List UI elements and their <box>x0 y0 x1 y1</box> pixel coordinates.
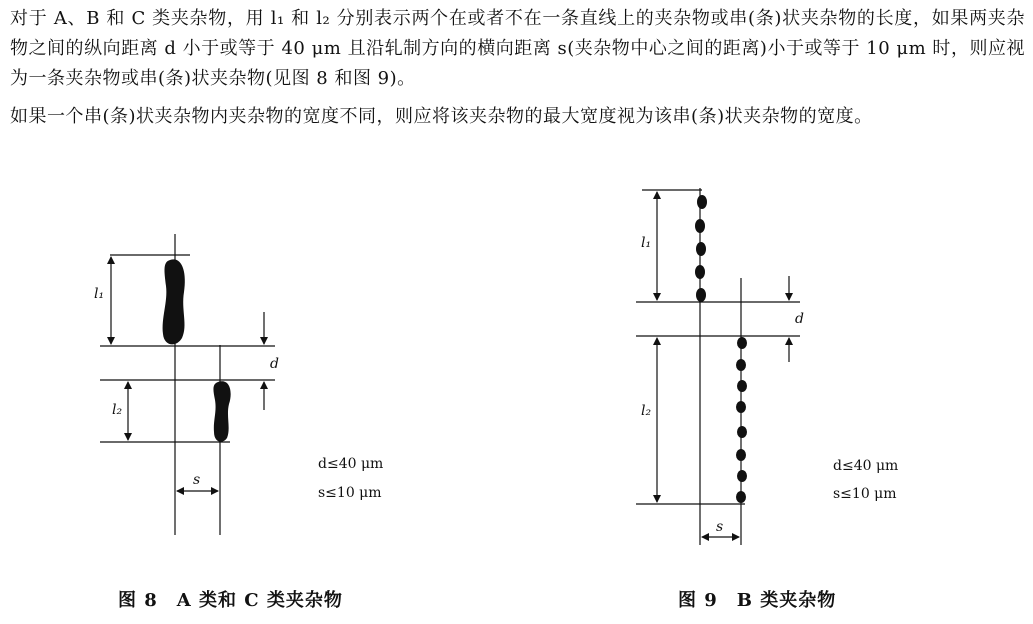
figure-9-diagram <box>636 188 800 545</box>
fig8-inclusion-lower <box>213 381 230 442</box>
fig9-inclusion-string-upper <box>695 195 707 302</box>
figure-8-diagram <box>100 234 275 535</box>
figure-9-caption: 图 9 B 类夹杂物 <box>678 590 837 611</box>
figure-8-caption: 图 8 A 类和 C 类夹杂物 <box>118 590 343 611</box>
fig8-condition-d: d≤40 μm <box>318 456 384 472</box>
fig9-label-s: s <box>716 519 724 535</box>
fig8-label-s: s <box>193 472 201 488</box>
fig9-label-l1: l₁ <box>641 235 652 251</box>
fig9-condition-s: s≤10 μm <box>833 486 897 502</box>
fig8-inclusion-upper <box>163 259 185 344</box>
fig8-label-l1: l₁ <box>94 286 105 302</box>
fig9-label-l2: l₂ <box>641 403 652 419</box>
fig8-label-l2: l₂ <box>112 402 123 418</box>
paragraph-inclusion-definition: 对于 A、B 和 C 类夹杂物，用 l₁ 和 l₂ 分别表示两个在或者不在一条直线上的夹杂物或串(条)状夹杂物的长度，如果两夹杂物之间的纵向距离 d 小于或等于 40 μm 且沿轧制方向的横向距离 s(夹杂物中心之间的距离)小于或等于 10 μm 时，则应视为一条夹杂物或串(条)状夹杂物(见图 8 和图 9)。 <box>10 8 1025 89</box>
fig8-label-d: d <box>270 356 279 372</box>
fig9-condition-d: d≤40 μm <box>833 458 899 474</box>
paragraph-width-rule: 如果一个串(条)状夹杂物内夹杂物的宽度不同，则应将该夹杂物的最大宽度视为该串(条)状夹杂物的宽度。 <box>10 106 873 127</box>
fig8-condition-s: s≤10 μm <box>318 485 382 501</box>
fig9-label-d: d <box>795 311 804 327</box>
